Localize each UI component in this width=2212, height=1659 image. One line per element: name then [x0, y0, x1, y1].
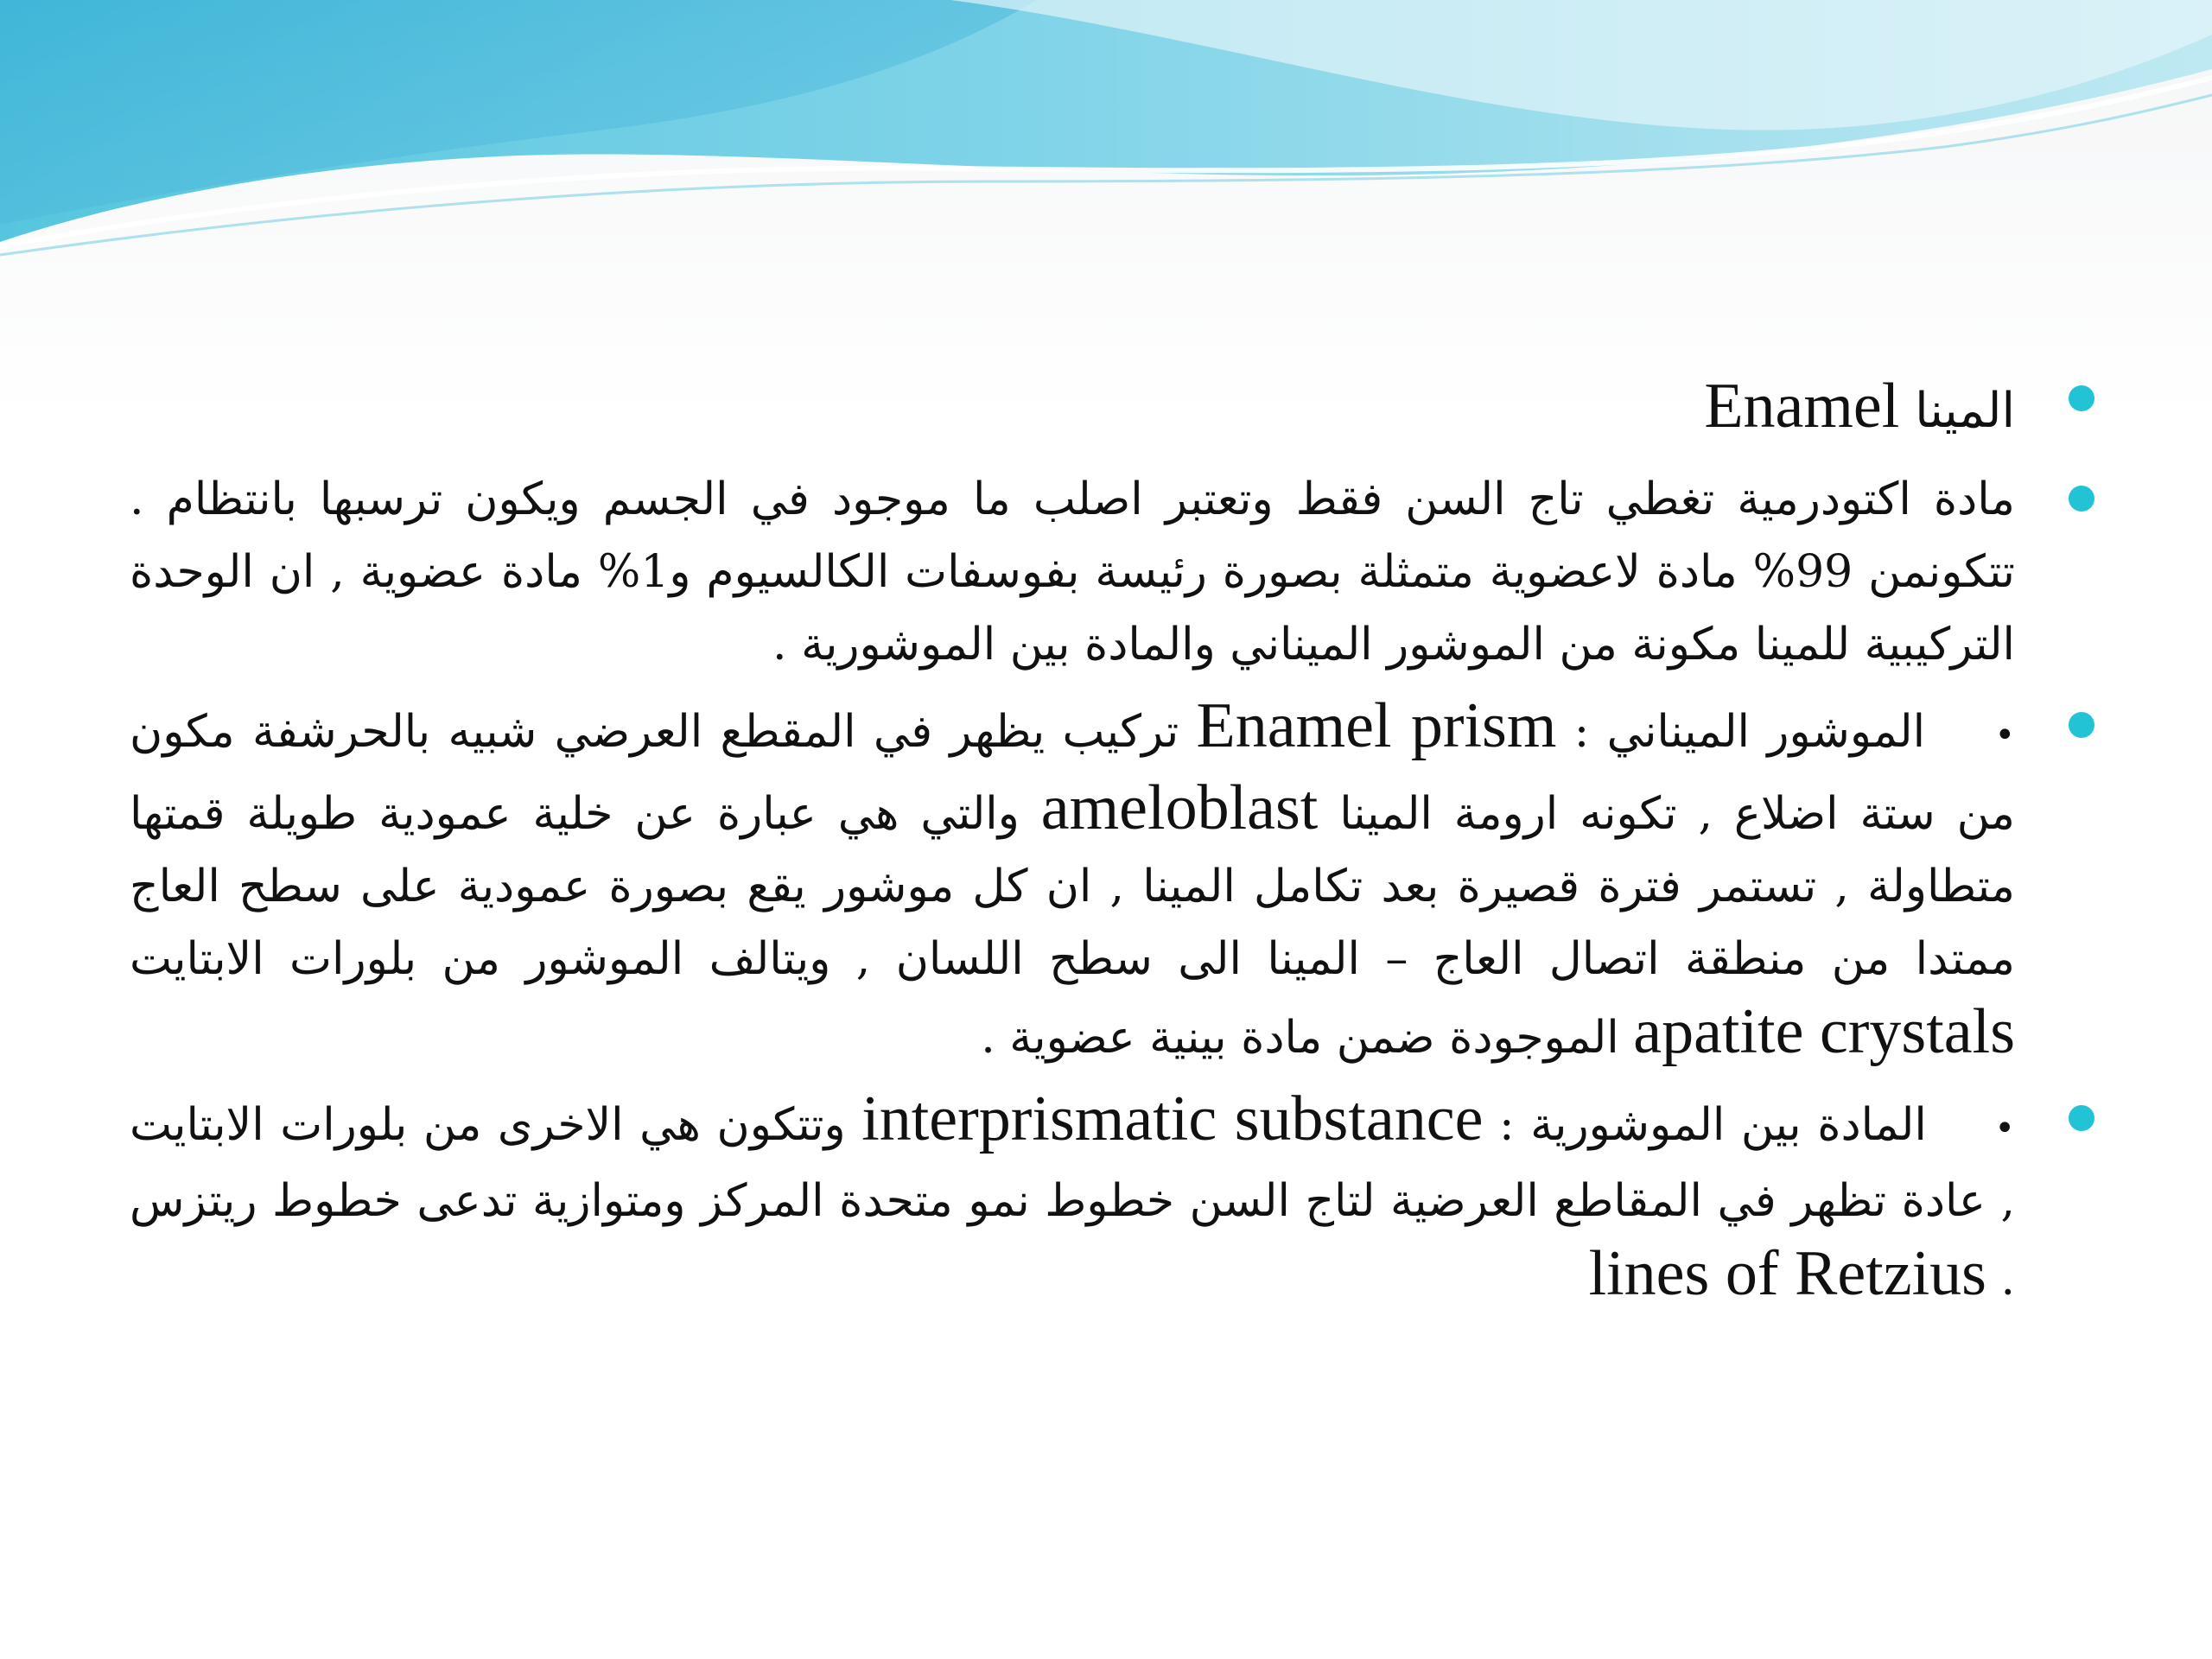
bullet-dot-icon	[2069, 385, 2094, 411]
bullet-item-enamel-prism	[130, 690, 2056, 1074]
prism-text-4: الموجودة ضمن مادة بينية عضوية .	[981, 1012, 1619, 1064]
header-wave-decoration	[0, 0, 2212, 259]
slide-content	[130, 363, 2056, 1325]
bullet-list	[130, 363, 2056, 1316]
interprismatic-latin-1: interprismatic substance	[861, 1084, 1484, 1154]
prism-latin-2: ameloblast	[1040, 772, 1319, 843]
interprismatic-text-2: وتتكون هي الاخرى من بلورات الابتايت , عادة تظهر في المقاطع العرضية لتاج السن خطوط نمو متحدة المركز ومتوازية تدعى خطوط ريتزس .	[130, 1099, 2015, 1306]
sub-bullet-icon: •	[1994, 1109, 2016, 1148]
bullet-dot-icon	[2069, 712, 2094, 738]
prism-latin-3: apatite crystals	[1633, 996, 2015, 1067]
prism-text-2: تركيب يظهر في المقطع العرضي شبيه بالحرشفة مكون من ستة اضلاع , تكونه ارومة المينا	[130, 706, 2016, 840]
sub-bullet-icon: •	[1994, 715, 2016, 755]
bullet-item-interprismatic	[130, 1083, 2056, 1316]
title-latin: Enamel	[1704, 371, 1900, 442]
interprismatic-text-1: المادة بين الموشورية :	[1499, 1099, 1927, 1151]
definition-text: مادة اكتودرمية تغطي تاج السن فقط وتعتبر اصلب ما موجود في الجسم ويكون ترسبها بانتظام . تتكونمن 99% مادة لاعضوية متمثلة بصورة رئيسة بفوسفات الكالسيوم و1% مادة عضوية , ان الوحدة التركيبية للمينا مكونة من الموشور الميناني والمادة بين الموشورية .	[130, 474, 2015, 671]
prism-text-3: والتي هي عبارة عن خلية عمودية طويلة قمتها متطاولة , تستمر فترة قصيرة بعد تكامل المينا , ان كل موشور يقع بصورة عمودية على سطح العاج ممتدا من منطقة اتصال العاج – المينا الى سطح اللسان , ويتالف الموشور من بلورات الابتايت	[130, 788, 2015, 985]
bullet-dot-icon	[2069, 486, 2094, 512]
bullet-dot-icon	[2069, 1105, 2094, 1131]
title-arabic: المينا	[1915, 383, 2015, 439]
bullet-item-title	[130, 363, 2056, 454]
prism-latin-1: Enamel prism	[1196, 690, 1557, 761]
interprismatic-latin-2: lines of Retzius	[1588, 1238, 1986, 1309]
bullet-item-definition	[130, 463, 2056, 681]
prism-text-1: الموشور الميناني :	[1573, 706, 1926, 758]
